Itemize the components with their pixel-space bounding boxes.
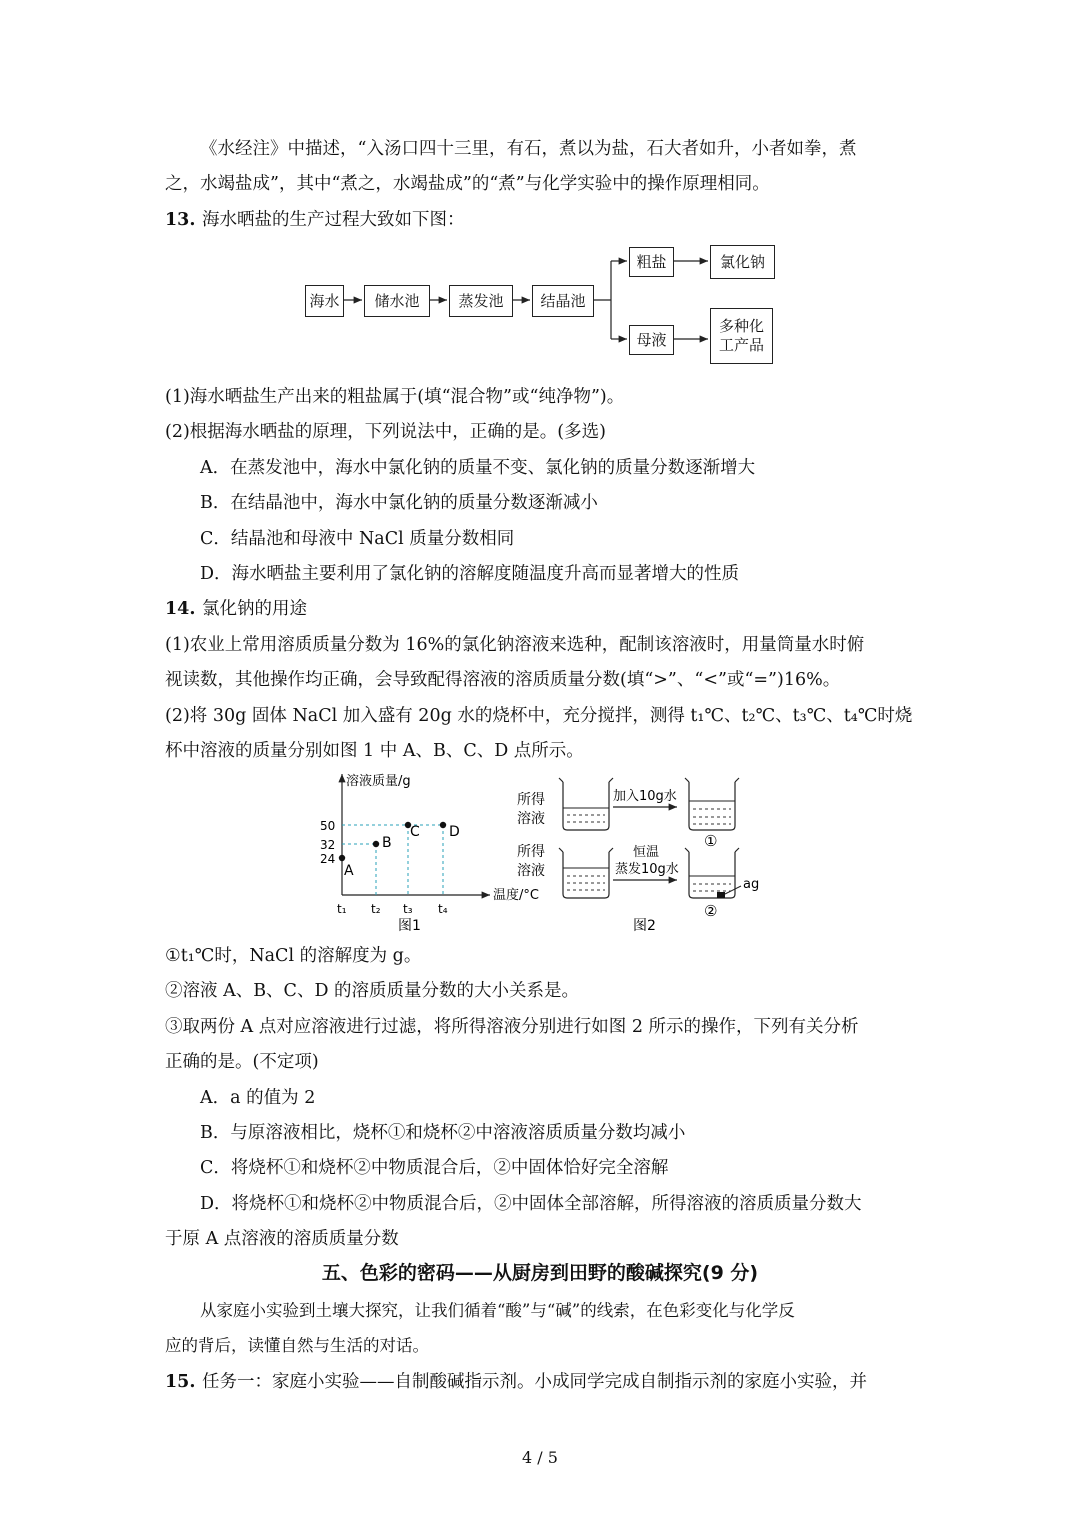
- fig2-op2a: 恒温: [633, 845, 660, 860]
- beaker-2: [685, 848, 741, 898]
- fig1-ylabel: 溶液质量/g: [346, 774, 411, 789]
- point-label-c: C: [410, 824, 420, 840]
- fig2-label-2b: 溶液: [517, 863, 545, 879]
- fig1-xtick: t₃: [403, 902, 413, 916]
- flow-seawater: 海水: [305, 285, 344, 317]
- flow-mother-liquor: 母液: [629, 325, 674, 355]
- fig2-op1: 加入10g水: [613, 789, 677, 804]
- point-d: [440, 822, 446, 828]
- beaker-1: [685, 778, 739, 830]
- solid-precipitate: [717, 892, 725, 898]
- point-b: [373, 841, 379, 847]
- flow-nacl: 氯化钠: [710, 245, 775, 279]
- fig1-xtick: t₁: [337, 902, 347, 916]
- flow-crystallization-pool: 结晶池: [532, 285, 594, 317]
- flow-chem-products: 多种化工产品: [710, 308, 773, 364]
- flow-crude-salt: 粗盐: [629, 247, 674, 277]
- fig1-xtick: t₄: [438, 902, 448, 916]
- point-label-b: B: [382, 835, 392, 851]
- fig1-xlabel: 温度/°C: [493, 888, 539, 903]
- fig1-ytick: 24: [320, 852, 336, 866]
- fig2-solid-mass: ag: [743, 877, 760, 892]
- fig1-ytick: 50: [320, 819, 336, 833]
- fig1-xtick: t₂: [371, 902, 381, 916]
- fig1-ytick: 32: [320, 838, 336, 852]
- point-a: [339, 855, 345, 861]
- fig2-label-1a: 所得: [517, 792, 545, 808]
- fig2-label-2a: 所得: [517, 844, 545, 860]
- point-label-a: A: [344, 863, 354, 879]
- fig2-label-1b: 溶液: [517, 811, 545, 827]
- flow-evaporation-pool: 蒸发池: [449, 285, 513, 317]
- flow-storage-pool: 储水池: [364, 285, 430, 317]
- beaker-bottom-left: [559, 848, 613, 898]
- point-label-d: D: [449, 824, 460, 840]
- fig2-beaker2-label: ②: [704, 902, 718, 920]
- beaker-top-left: [559, 778, 613, 830]
- page-number: 4 / 5: [522, 1448, 558, 1467]
- fig1-caption: 图1: [398, 918, 421, 934]
- fig2-drawing: [505, 768, 805, 938]
- fig2-caption: 图2: [633, 918, 656, 934]
- section5-heading: 五、色彩的密码——从厨房到田野的酸碱探究(9 分): [321, 1262, 759, 1284]
- fig2-op2b: 蒸发10g水: [615, 862, 679, 877]
- fig2-beaker1-label: ①: [704, 832, 718, 850]
